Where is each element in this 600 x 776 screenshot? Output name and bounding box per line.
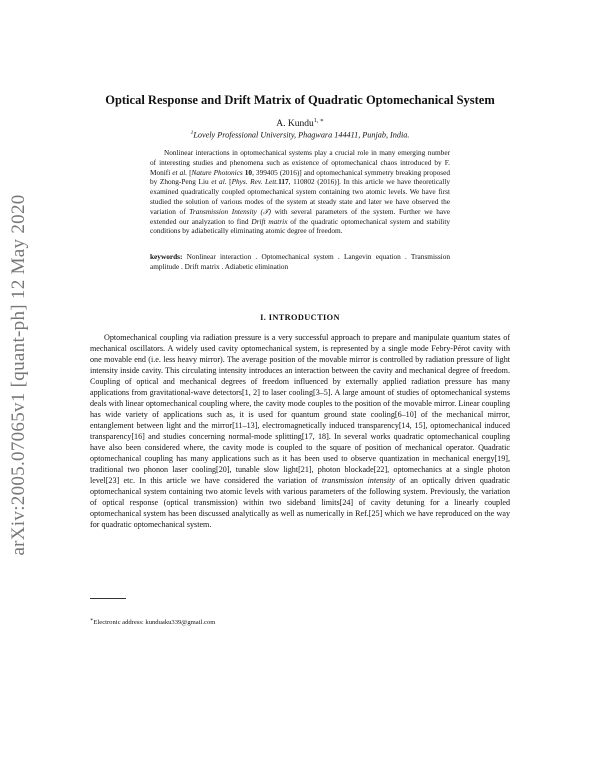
affiliation-text: Lovely Professional University, Phagwara 144411, Punjab, India. <box>193 130 410 140</box>
footnote-rule <box>90 598 126 599</box>
author-line <box>60 117 540 129</box>
keywords-label: keywords: <box>150 252 183 261</box>
arxiv-stamp-text: arXiv:2005.07065v1 [quant-ph] 12 May 2020 <box>8 194 29 556</box>
arxiv-stamp <box>6 155 32 595</box>
section-heading <box>90 313 510 322</box>
keywords <box>150 252 450 272</box>
intro-paragraph: Optomechanical coupling via radiation pressure is a very successful approach to prepare and manipulate quantum states of mechanical oscillators. A widely used cavity optomechanical system, is represented by a single mode Febry-Pérot cavity with one movable end (i.e. less heavy mirror). The average position of the movable mirror is controlled by radiation pressure of light intensity inside cavity. This circulating intensity introduces an interaction between the cavity and mechanical degree of freedom. Coupling of optical and mechanical degrees of freedom influenced by externally applied radiation pressure has many applications from gravitational-wave detectors[1, 2] to laser cooling[3–5]. A large amount of studies of optomechanical systems deals with linear optomechanical coupling where, the cavity mode couples to the position of the movable mirror. Linear coupling has wide variety of applications such as, it is used for quantum ground state cooling[6–10] of the mechanical mirror, entanglement between light and the mirror[11–13], electromagnetically induced transparency[14, 15], optomechanical induced transparency[16] and studies concerning normal-mode splitting[17, 18]. In several works quadratic optomechanical coupling have also been considered where, the cavity mode is coupled to the square of position of mechanical operator. Quadratic optomechanical coupling has many applications such as it has been used to observe quantization in mechanical energy[19], traditional two phonon laser cooling[20], tunable slow light[21], photon blockade[22], optomechanics at a single photon level[23] etc. In this article we have considered the variation of transmission intensity of an optically driven quadratic optomechanical system containing two atomic levels with various parameters of the following system. Previously, the variation of optical response (optical transmission) within two sideband limits[24] of cavity detuning for a linearly coupled optomechanical system has been discussed analytically as well as numerically in Ref.[25] which we have reproduced on the way for quadratic optomechanical system. <box>90 333 510 529</box>
footnote <box>90 617 215 626</box>
section-title: INTRODUCTION <box>268 313 340 322</box>
footnote-mark: ∗ <box>90 618 94 623</box>
author-name: A. Kundu <box>276 119 314 130</box>
affiliation-mark: 1 <box>190 130 194 136</box>
affiliation <box>60 130 540 140</box>
paper-title: Optical Response and Drift Matrix of Quadratic Optomechanical System <box>105 93 495 107</box>
author-marks: 1, ∗ <box>313 118 324 124</box>
section-number: I. <box>260 313 267 322</box>
footnote-text: Electronic address: kunduaku339@gmail.com <box>93 619 216 627</box>
keywords-text: Nonlinear interaction . Optomechanical system . Langevin equation . Transmission amplitude . Drift matrix . Adiabetic elimination <box>150 252 450 271</box>
abstract: Nonlinear interactions in optomechanical systems play a crucial role in many emerging number of interesting studies and phenomena such as existence of optomechanical chaos introduced by F. Monifi et al. [Nature Photonics 10, 399405 (2016)] and optomechanical symmetry breaking proposed by Zhong-Peng Liu et al. [Phys. Rev. Lett.117, 110802 (2016)]. In this article we have theoretically examined quadratically coupled optomechanical system containing two atomic levels. We have first studied the solution of various modes of the system at steady state and later we have observed the variation of Transmission Intensity (𝒯) with several parameters of the system. Further we have extended our analyzation to find Drift matrix of the quadratic optomechanical system and stability conditions by adiabetically eliminating atomic degree of freedom. <box>150 148 451 236</box>
